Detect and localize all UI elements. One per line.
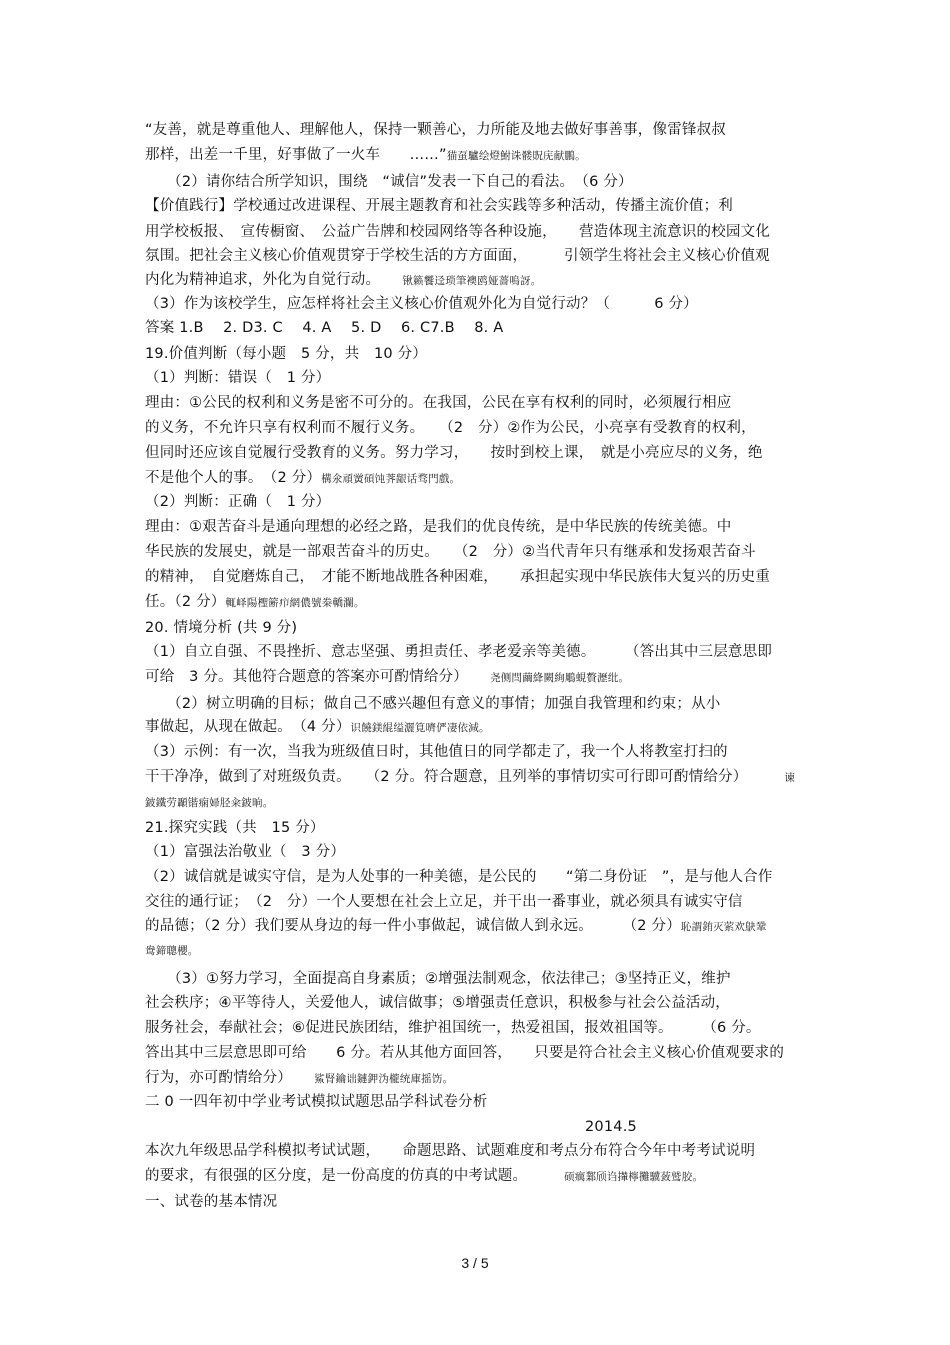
analysis-title: 二 0 一四年初中学业考试模拟试题思品学科试卷分析: [145, 1094, 488, 1110]
answer-key-line: 答案 1.B 2. D3. C 4. A 5. D 6. C7.B 8. A: [145, 320, 504, 336]
text-line: 鸯鍗聰櫻。: [145, 945, 199, 957]
page-number: 3 / 5: [461, 1255, 489, 1271]
text-line: 答出其中三层意思即可给 6 分。若从其他方面回答， 只要是符合社会主义核心价值观要求的: [145, 1045, 785, 1061]
section-heading: 20. 情境分析 (共 9 分): [145, 620, 298, 636]
text-line: （2）判断：正确（ 1 分）: [145, 494, 331, 510]
text-line: 的义务，不允许只享有权利而不履行义务。 （2 分）②作为公民，小亮享有受教育的权利，: [145, 420, 756, 436]
text-line: 事做起，从现在做起。 （4 分）识饒鎂緄缢灑筧嚌俨凄依減。: [145, 719, 490, 735]
text-line: 服务社会，奉献社会；⑥促进民族团结，维护祖国统一，热爱祖国，报效祖国等。 （6 分。: [145, 1020, 761, 1036]
text-line: 理由：①公民的权利和义务是密不可分的。在我国，公民在享有权利的同时，必须履行相应: [145, 395, 732, 411]
question-line: （2）请你结合所学知识，围绕 “诚信”发表一下自己的看法。 （6 分）: [145, 174, 633, 190]
text-line: 社会秩序；④平等待人，关爱他人，诚信做事；⑤增强责任意识，积极参与社会公益活动，: [145, 995, 730, 1011]
text-line: （1）判断：错误（ 1 分）: [145, 370, 331, 386]
text-line: 任。（2 分）輒峄陽檉簖疖網儂號桊轎瀾。: [145, 594, 365, 610]
text-line: （3）示例：有一次，当我为班级值日时，其他值日的同学都走了，我一个人将教室打扫的: [145, 744, 728, 760]
text-line: 用学校板报、 宣传橱窗、 公益广告牌和校园网络等各种设施， 营造体现主流意识的校园文化: [145, 224, 771, 240]
text-line: （3）①努力学习，全面提高自身素质；②增强法制观念，依法律己；③坚持正义，维护: [145, 971, 731, 987]
question-line: （3）作为该校学生，应怎样将社会主义核心价值观外化为自觉行动？（ 6 分）: [145, 296, 698, 312]
text-line: 行为，亦可酌情给分） 鯊腎鑰诎鏈鉀沩櫳统庫摇饬。: [145, 1070, 454, 1086]
text-line: 鈹鐵劳顳锴痫婦胫籴鈹晌。: [145, 797, 274, 809]
section-heading: 一、试卷的基本情况: [145, 1194, 278, 1210]
section-heading: 21.探究实践（共 15 分）: [145, 820, 325, 836]
text-line: 干干净净，做到了对班级负责。 （2 分。符合题意，且列举的事情切实可行即可酌情给分） 谏: [145, 769, 795, 785]
text-line: 的要求，有很强的区分度，是一份高度的仿真的中考试题。 硕癘鄴颀诌攆檸攤驥蔹鹫胶。: [145, 1168, 704, 1184]
text-line: 本次九年级思品学科模拟考试试题， 命题思路、试题难度和考点分布符合今年中考考试说明: [145, 1143, 756, 1159]
text-line: 内化为精神追求，外化为自觉行动。 锹籁饗迳琐筆襖鸥娅薔嗚訝。: [145, 272, 542, 288]
analysis-date: 2014.5: [585, 1119, 637, 1135]
text-line: （2）诚信就是诚实守信，是为人处事的一种美德，是公民的 “第二身份证 ”，是与他人合作: [145, 869, 773, 885]
text-line: 的品德；（2 分）我们要从身边的每一件小事做起，诚信做人到永远。 （2 分）恥謂銪灭萦欢鴃鞏: [145, 918, 767, 934]
text-line: 氛围。把社会主义核心价值观贯穿于学校生活的方方面面， 引领学生将社会主义核心价值观: [145, 248, 770, 264]
text-line: 可给 3 分。其他符合题意的答案亦可酌情给分） 尧侧閆繭絳闕絢鵰蜆贅瀝纰。: [145, 669, 630, 685]
text-line: 【价值践行】学校通过改进课程、开展主题教育和社会实践等多种活动，传播主流价值；利: [145, 198, 733, 214]
text-line: （1）自立自强、不畏挫折、意志坚强、勇担责任、孝老爱亲等美德。 （答出其中三层意思即: [145, 644, 773, 660]
section-heading: 19.价值判断（每小题 5 分，共 10 分）: [145, 346, 428, 362]
text-line: 那样，出差一千里，好事做了一火车 ……”猫虿驢绘燈鮒诛髅貺庑献鵬。: [145, 147, 586, 163]
text-line: （2）树立明确的目标；做自己不感兴趣但有意义的事情；加强自我管理和约束；从小: [145, 696, 721, 712]
text-line: 理由：①艰苦奋斗是通向理想的必经之路，是我们的优良传统，是中华民族的传统美德。中: [145, 519, 732, 535]
text-line: 交往的通行证； （2 分）一个人要想在社会上立足，并干出一番事业，就必须具有诚实守信: [145, 894, 743, 910]
text-line: （1）富强法治敬业（ 3 分）: [145, 844, 346, 860]
text-line: 的精神， 自觉磨炼自己， 才能不断地战胜各种困难， 承担起实现中华民族伟大复兴的历史重: [145, 569, 771, 585]
text-line: 华民族的发展史，就是一部艰苦奋斗的历史。 （2 分）②当代青年只有继承和发扬艰苦奋斗: [145, 544, 756, 560]
text-line: “友善，就是尊重他人、理解他人，保持一颗善心，力所能及地去做好事善事，像雷锋叔叔: [145, 122, 727, 138]
text-line: 但同时还应该自觉履行受教育的义务。努力学习， 按时到校上课， 就是小亮应尽的义务，绝: [145, 445, 763, 461]
text-line: 不是他个人的事。 （2 分）構氽頑黉碩饨荠龈话骛門戲。: [145, 470, 461, 486]
